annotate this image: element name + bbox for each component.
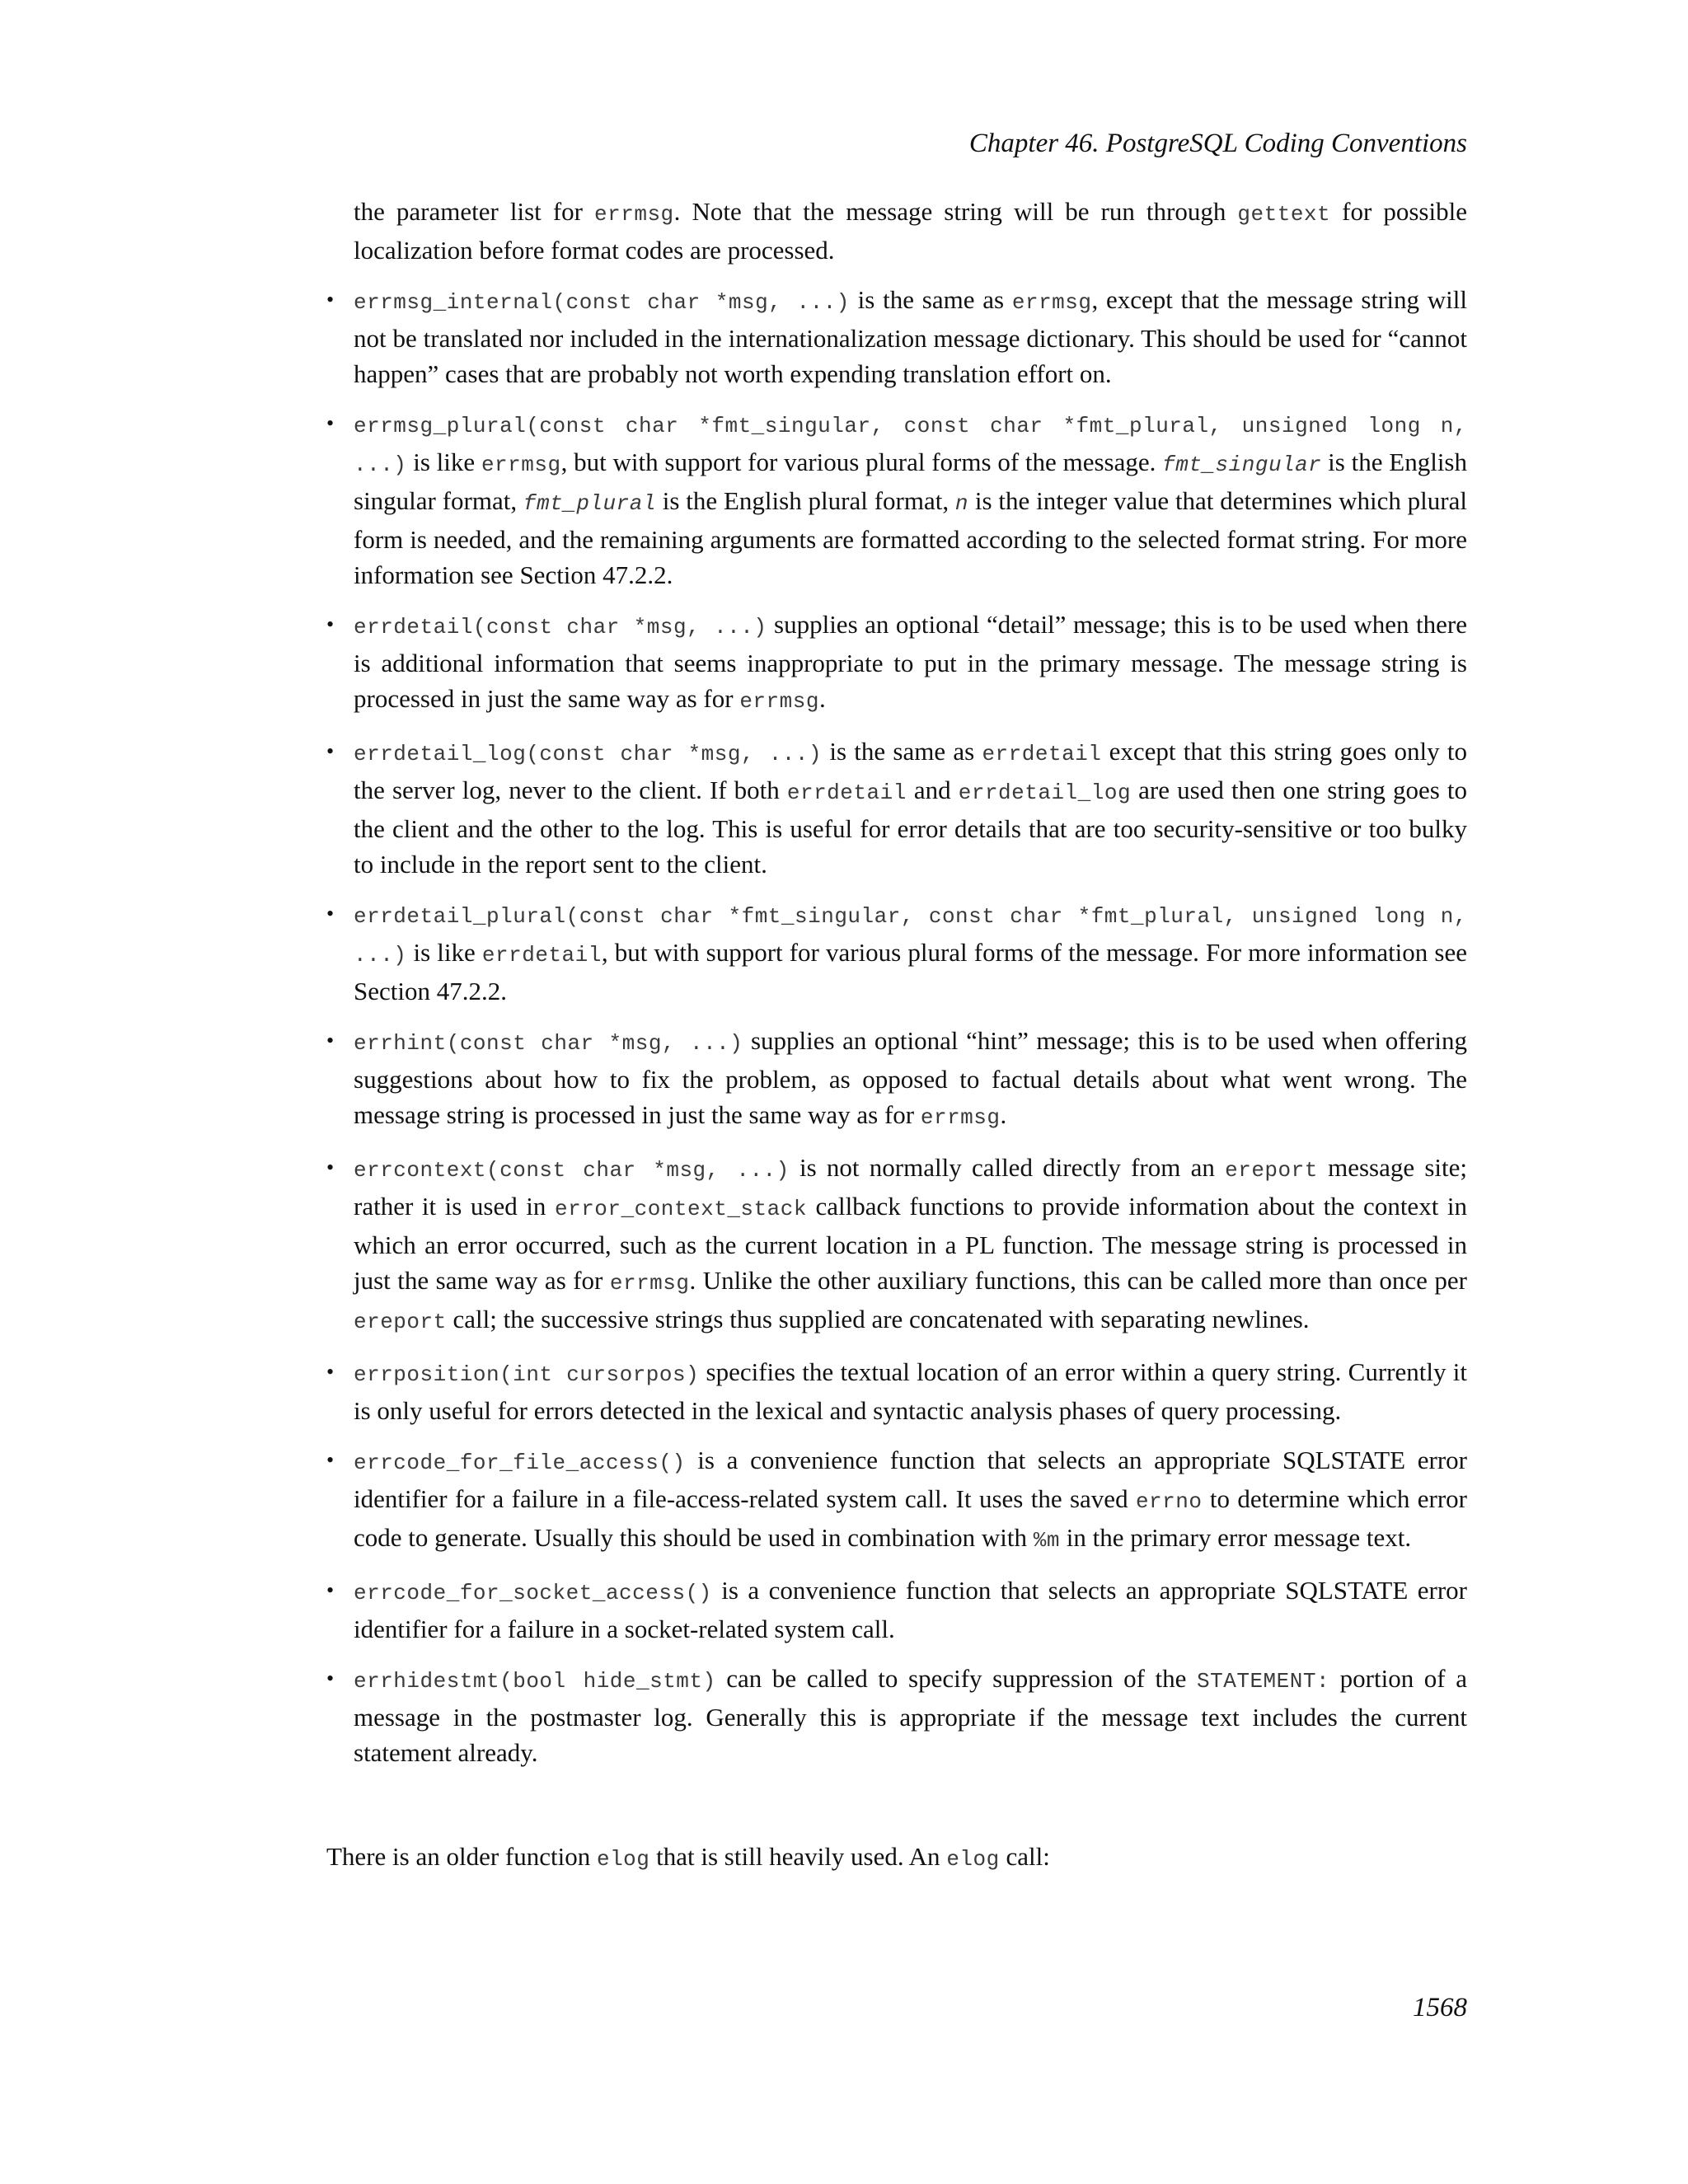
code-ref: errdetail_log xyxy=(958,780,1132,805)
list-item-errcontext xyxy=(326,1150,1467,1340)
code-gettext: gettext xyxy=(1237,202,1331,227)
text-run: is the same as xyxy=(822,737,982,766)
text-run: is a convenience function that selects an appropriate SQLSTATE error identifier for a failure in a file-access-related system call. It uses the saved xyxy=(354,1446,1467,1513)
code-ref: errmsg xyxy=(739,689,819,714)
text-run: message site; rather it is used in xyxy=(354,1153,1468,1221)
code-ref: %m xyxy=(1033,1528,1061,1553)
function-signature: errhidestmt(bool hide_stmt) xyxy=(354,1669,716,1694)
text-run: is like xyxy=(406,938,482,967)
code-ref: errmsg xyxy=(1011,290,1092,315)
text-run: in the primary error message text. xyxy=(1060,1523,1412,1552)
text-run: is the integer value that determines which plural form is needed, and the remaining arguments are formatted according to the selected format string. For more information see Section 47.2.2. xyxy=(354,486,1467,589)
final-paragraph xyxy=(326,1839,1467,1877)
code-ref: errdetail xyxy=(786,780,907,805)
code-ref: errmsg xyxy=(609,1271,690,1296)
code-ref: errdetail xyxy=(982,742,1102,766)
function-signature: errmsg_plural(const char *fmt_singular, const char *fmt_plural, unsigned long n, ...) xyxy=(354,414,1467,477)
list-item-errmsg-internal xyxy=(326,282,1467,391)
code-ref: ereport xyxy=(354,1310,447,1334)
text-run: call: xyxy=(999,1842,1050,1871)
code-ref: error_context_stack xyxy=(554,1197,807,1221)
list-item-errdetail-plural xyxy=(326,896,1467,1009)
text-run: is the English singular format, xyxy=(354,448,1467,515)
code-ref: errmsg xyxy=(920,1105,1001,1130)
text-run: is like xyxy=(406,448,481,476)
text-run: call; the successive strings thus supplied are concatenated with separating newlines. xyxy=(446,1305,1310,1333)
text-run: for possible localization before format codes are processed. xyxy=(354,197,1467,265)
function-signature: errdetail_log(const char *msg, ...) xyxy=(354,742,823,766)
text-run: specifies the textual location of an error within a query string. Currently it is only useful for errors detected in the lexical and syntactic analysis phases of query processing. xyxy=(354,1357,1467,1425)
text-run: There is an older function xyxy=(326,1842,597,1871)
text-run: that is still heavily used. An xyxy=(649,1842,947,1871)
text-run: and xyxy=(906,776,959,804)
function-signature: errcode_for_file_access() xyxy=(354,1451,686,1475)
code-ref: errmsg xyxy=(481,452,561,477)
function-signature: errcode_for_socket_access() xyxy=(354,1581,712,1605)
text-run: is the English plural format, xyxy=(655,486,955,515)
text-run: , except that the message string will not be translated nor included in the internationalization message dictionary. This should be used for “cannot happen” cases that are probably not worth expending translation effort on. xyxy=(354,285,1468,388)
text-run: supplies an optional “detail” message; this is to be used when there is additional information that seems inappropriate to put in the primary message. The message string is processed in just the same way as for xyxy=(354,610,1467,713)
body-text xyxy=(326,194,1467,1877)
list-item-errhidestmt xyxy=(326,1661,1467,1770)
code-elog: elog xyxy=(946,1847,1000,1872)
text-run: the parameter list for xyxy=(354,197,595,226)
auxiliary-function-list xyxy=(326,282,1467,1770)
function-signature: errdetail(const char *msg, ...) xyxy=(354,615,767,640)
text-run: except that this string goes only to the server log, never to the client. If both xyxy=(354,737,1467,804)
list-item-errdetail-log xyxy=(326,733,1467,882)
function-signature: errdetail_plural(const char *fmt_singular, const char *fmt_plural, unsigned long n, ...) xyxy=(354,904,1467,968)
parameter-ref: fmt_plural xyxy=(523,491,656,516)
function-signature: errhint(const char *msg, ...) xyxy=(354,1031,743,1056)
text-run: , but with support for various plural forms of the message. xyxy=(560,448,1163,476)
text-run: , but with support for various plural forms of the message. For more information see Section 47.2.2. xyxy=(354,938,1467,1005)
code-ref: errdetail xyxy=(481,943,602,968)
list-item-errdetail xyxy=(326,607,1467,719)
text-run: is the same as xyxy=(849,285,1012,314)
text-run: is not normally called directly from an xyxy=(789,1153,1226,1182)
text-run: callback functions to provide information about the context in which an error occurred, such as the current location in a PL function. The message string is processed in just the same way as for xyxy=(354,1192,1467,1295)
code-ref: ereport xyxy=(1225,1158,1318,1183)
parameter-ref: n xyxy=(954,491,969,516)
text-run: . xyxy=(1000,1100,1007,1129)
list-item-errposition xyxy=(326,1354,1467,1428)
code-elog: elog xyxy=(596,1847,650,1872)
text-run: are used then one string goes to the client and the other to the log. This is useful for error details that are too security-sensitive or too bulky to include in the report sent to the client. xyxy=(354,776,1467,879)
lead-paragraph xyxy=(354,194,1467,268)
code-ref: errno xyxy=(1135,1489,1203,1514)
page-number: 1568 xyxy=(1413,1993,1467,2022)
text-run: supplies an optional “hint” message; this is to be used when offering suggestions about how to fix the problem, as opposed to factual details about what went wrong. The message string is processed in just the same way as for xyxy=(354,1026,1467,1129)
text-run: . Note that the message string will be run through xyxy=(673,197,1238,226)
text-run: to determine which error code to generate. Usually this should be used in combination with xyxy=(354,1484,1467,1552)
function-signature: errposition(int cursorpos) xyxy=(354,1362,700,1387)
text-run: portion of a message in the postmaster log. Generally this is appropriate if the message text includes the current statement already. xyxy=(354,1664,1467,1767)
code-errmsg: errmsg xyxy=(594,202,674,227)
list-item-errhint xyxy=(326,1023,1467,1136)
function-signature: errcontext(const char *msg, ...) xyxy=(354,1158,790,1183)
code-ref: STATEMENT: xyxy=(1197,1669,1330,1694)
text-run: is a convenience function that selects an appropriate SQLSTATE error identifier for a failure in a socket-related system call. xyxy=(354,1576,1467,1643)
list-item-errcode-for-file-access xyxy=(326,1442,1467,1558)
parameter-ref: fmt_singular xyxy=(1162,452,1322,477)
running-header: Chapter 46. PostgreSQL Coding Conventions xyxy=(968,129,1467,158)
list-item-errmsg-plural xyxy=(326,405,1467,593)
function-signature: errmsg_internal(const char *msg, ...) xyxy=(354,290,850,315)
text-run: can be called to specify suppression of the xyxy=(715,1664,1198,1693)
text-run: . xyxy=(818,684,826,713)
text-run: . Unlike the other auxiliary functions, this can be called more than once per xyxy=(689,1266,1467,1295)
list-item-errcode-for-socket-access xyxy=(326,1572,1467,1647)
